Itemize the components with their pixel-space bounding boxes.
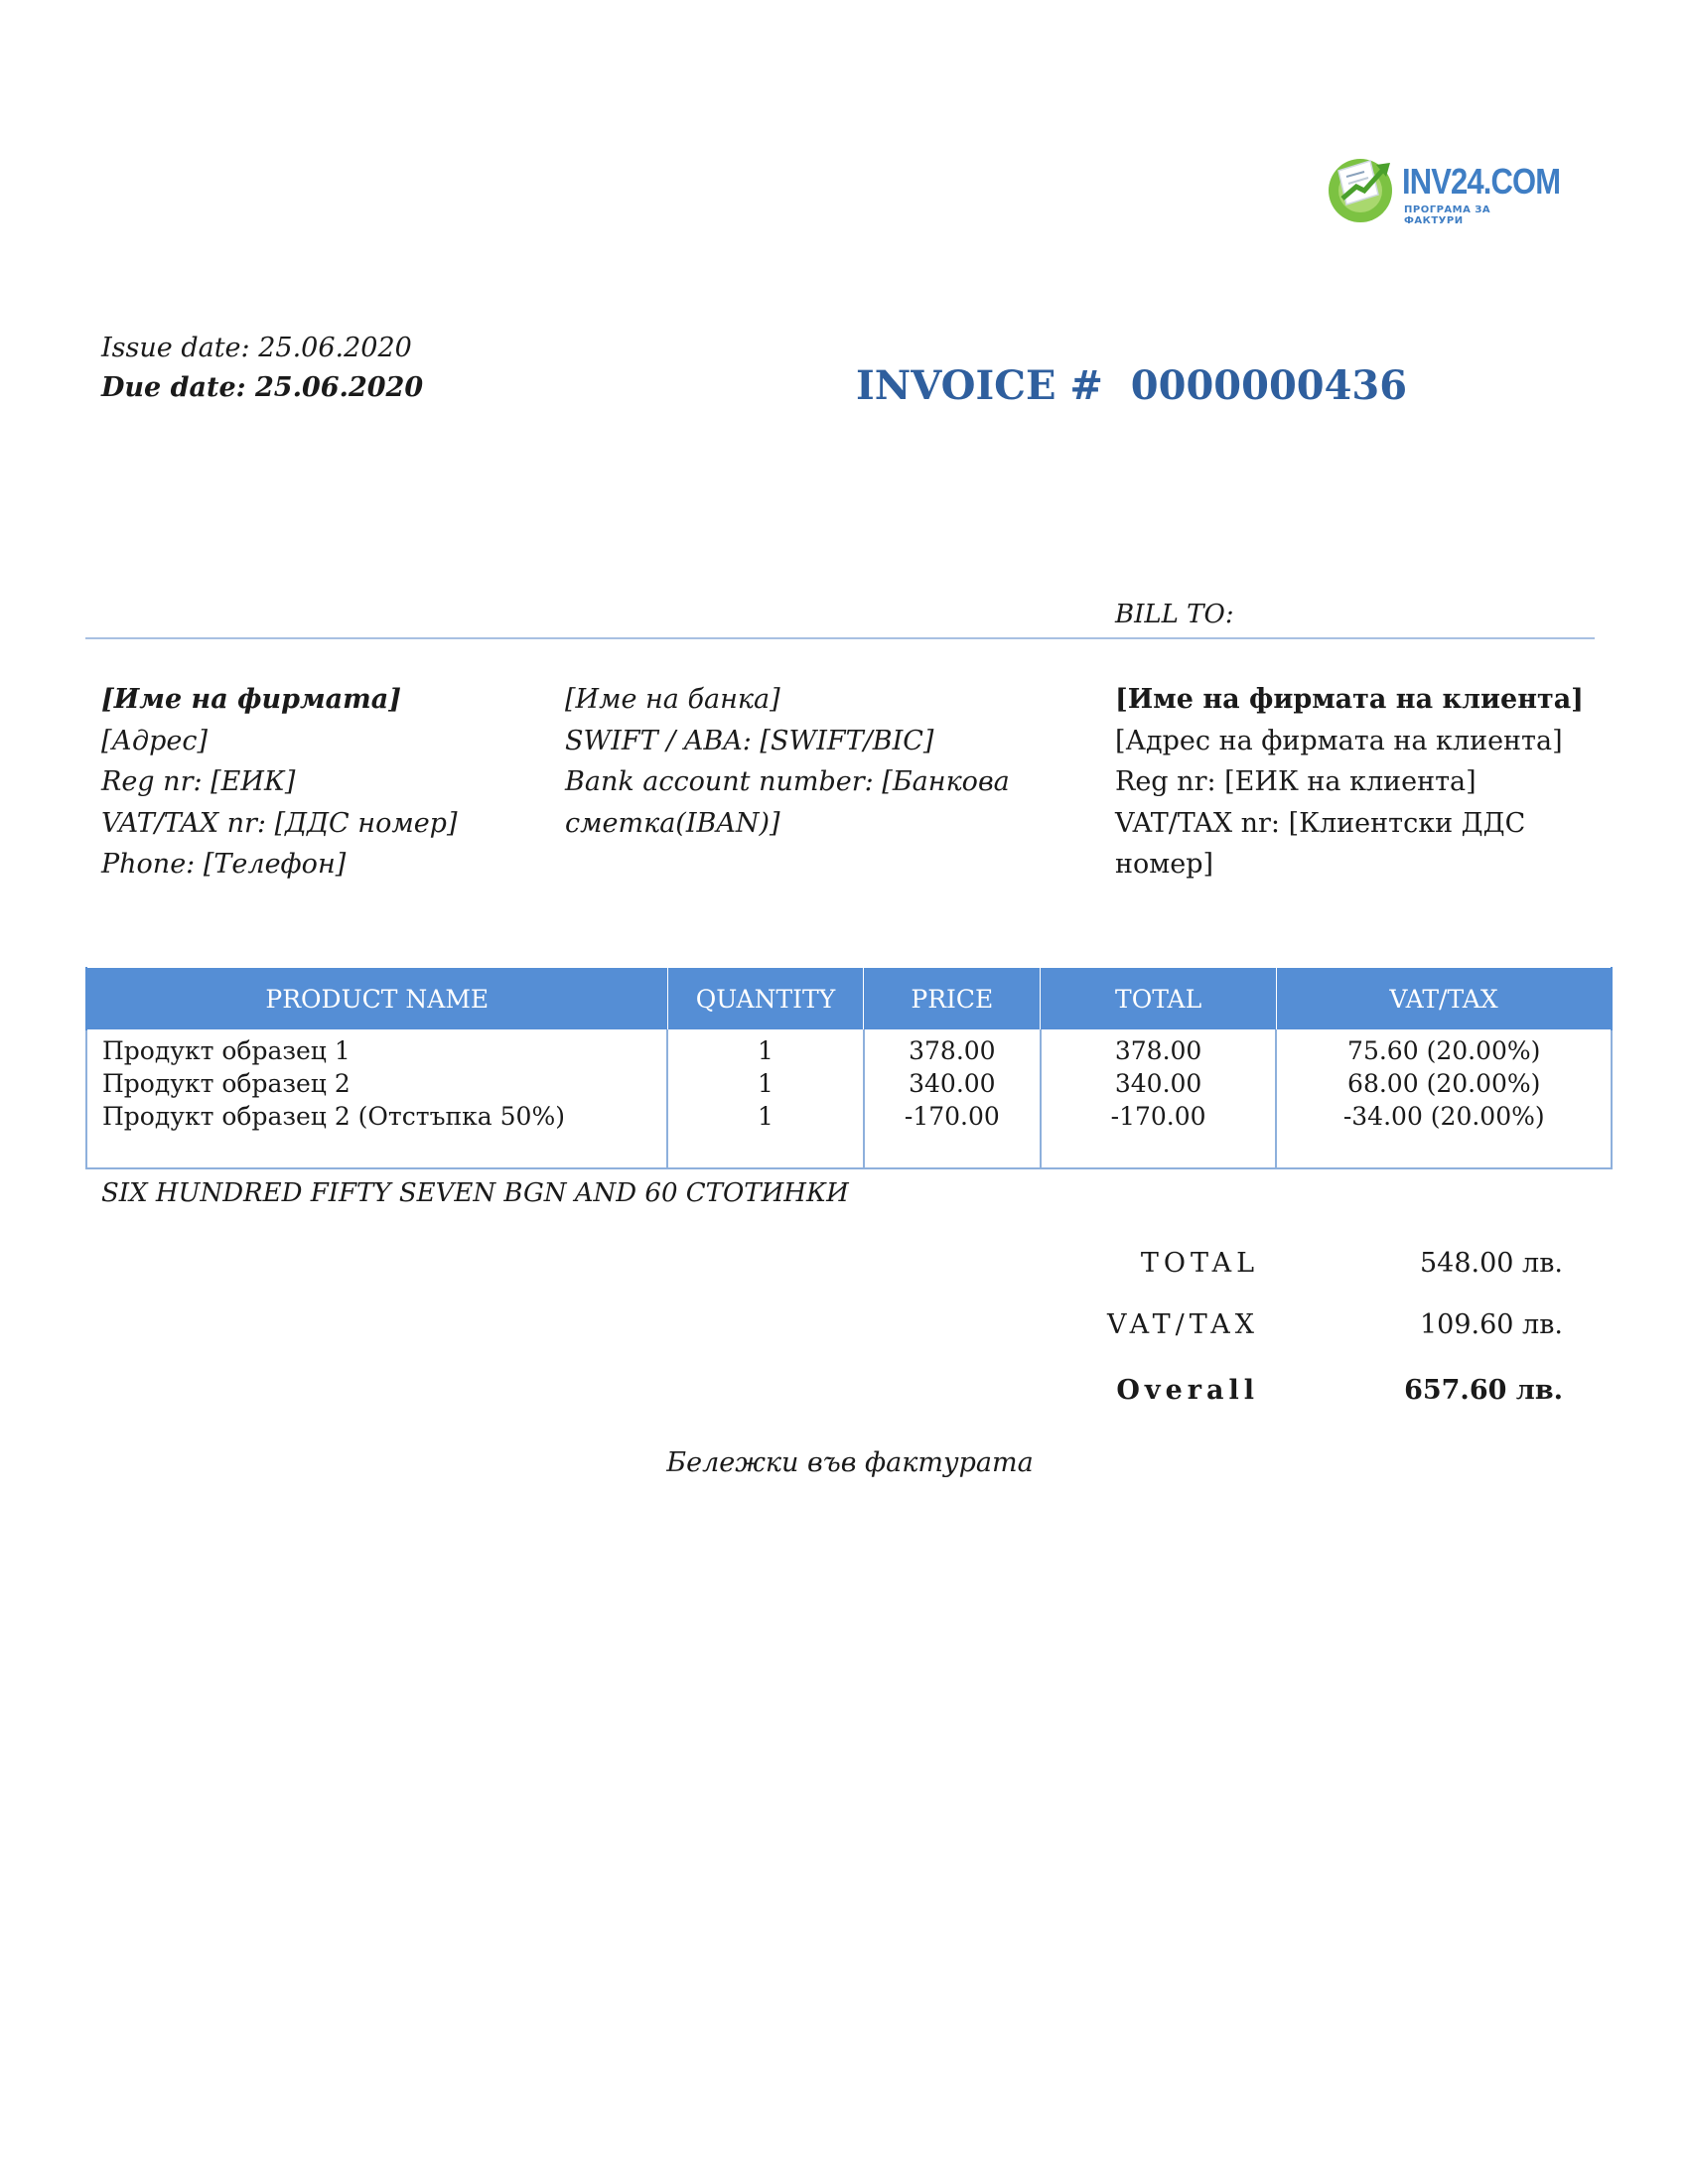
item-total: 378.00 <box>1114 1036 1202 1065</box>
header-total: TOTAL <box>1041 968 1277 1030</box>
item-vat: 75.60 (20.00%) <box>1347 1036 1541 1065</box>
document-growth-arrow-icon <box>1325 151 1400 226</box>
bill-to-label: BILL TO: <box>1115 600 1234 629</box>
overall-label: Overall <box>1116 1375 1259 1406</box>
item-price: 340.00 <box>909 1069 996 1098</box>
items-name-cell <box>86 1030 667 1169</box>
vat-label: VAT/TAX <box>1106 1309 1259 1340</box>
table-header-row <box>86 968 1612 1030</box>
seller-info <box>101 679 458 886</box>
item-vat: 68.00 (20.00%) <box>1347 1069 1541 1098</box>
vat-value: 109.60 лв. <box>1420 1309 1563 1340</box>
seller-vat: VAT/TAX nr: [ДДС номер] <box>101 807 458 839</box>
items-vat-cell <box>1276 1030 1612 1169</box>
client-address: [Адрес на фирмата на клиента] <box>1115 725 1563 756</box>
items-price-cell <box>864 1030 1041 1169</box>
item-qty: 1 <box>758 1102 774 1131</box>
client-reg: Reg nr: [ЕИК на клиента] <box>1115 766 1477 797</box>
item-total: -170.00 <box>1110 1102 1206 1131</box>
header-divider <box>85 637 1595 639</box>
brand-logo <box>1325 151 1561 230</box>
item-vat: -34.00 (20.00%) <box>1342 1102 1545 1131</box>
header-product-name: PRODUCT NAME <box>86 968 667 1030</box>
overall-value: 657.60 лв. <box>1404 1375 1563 1406</box>
item-price: -170.00 <box>904 1102 1000 1131</box>
item-qty: 1 <box>758 1069 774 1098</box>
seller-address: [Адрес] <box>101 725 209 756</box>
invoice-notes: Бележки във фактурата <box>666 1447 1034 1478</box>
client-info <box>1115 679 1592 886</box>
item-name: Продукт образец 2 (Отстъпка 50%) <box>102 1102 565 1131</box>
bank-info <box>565 679 1061 844</box>
item-name: Продукт образец 2 <box>102 1069 351 1098</box>
seller-reg: Reg nr: [ЕИК] <box>101 766 296 797</box>
items-total-cell <box>1041 1030 1277 1169</box>
seller-phone: Phone: [Телефон] <box>101 849 347 880</box>
invoice-title: INVOICE # 0000000436 <box>856 362 1408 409</box>
due-date: Due date: 25.06.2020 <box>101 372 424 403</box>
seller-company: [Име на фирмата] <box>101 684 401 715</box>
bank-name: [Име на банка] <box>565 684 780 715</box>
brand-subtitle: ПРОГРАМА ЗА ФАКТУРИ <box>1404 205 1491 226</box>
client-vat: VAT/TAX nr: [Клиентски ДДС номер] <box>1115 807 1526 880</box>
header-quantity: QUANTITY <box>667 968 864 1030</box>
header-price: PRICE <box>864 968 1041 1030</box>
item-total: 340.00 <box>1114 1069 1202 1098</box>
bank-account: Bank account number: [Банкова сметка(IBAN)] <box>565 766 1010 839</box>
table-row <box>86 1030 1612 1169</box>
bank-swift: SWIFT / ABA: [SWIFT/BIC] <box>565 725 934 756</box>
issue-date: Issue date: 25.06.2020 <box>101 333 412 363</box>
item-qty: 1 <box>758 1036 774 1065</box>
amount-in-words: SIX HUNDRED FIFTY SEVEN BGN AND 60 СТОТИНКИ <box>101 1178 849 1208</box>
brand-name: INV24.COM <box>1402 161 1561 202</box>
item-price: 378.00 <box>909 1036 996 1065</box>
header-vat-tax: VAT/TAX <box>1276 968 1612 1030</box>
item-name: Продукт образец 1 <box>102 1036 351 1065</box>
items-qty-cell <box>667 1030 864 1169</box>
total-value: 548.00 лв. <box>1420 1248 1563 1279</box>
client-company: [Име на фирмата на клиента] <box>1115 684 1584 715</box>
items-table <box>85 967 1613 1169</box>
total-label: TOTAL <box>1140 1248 1259 1279</box>
